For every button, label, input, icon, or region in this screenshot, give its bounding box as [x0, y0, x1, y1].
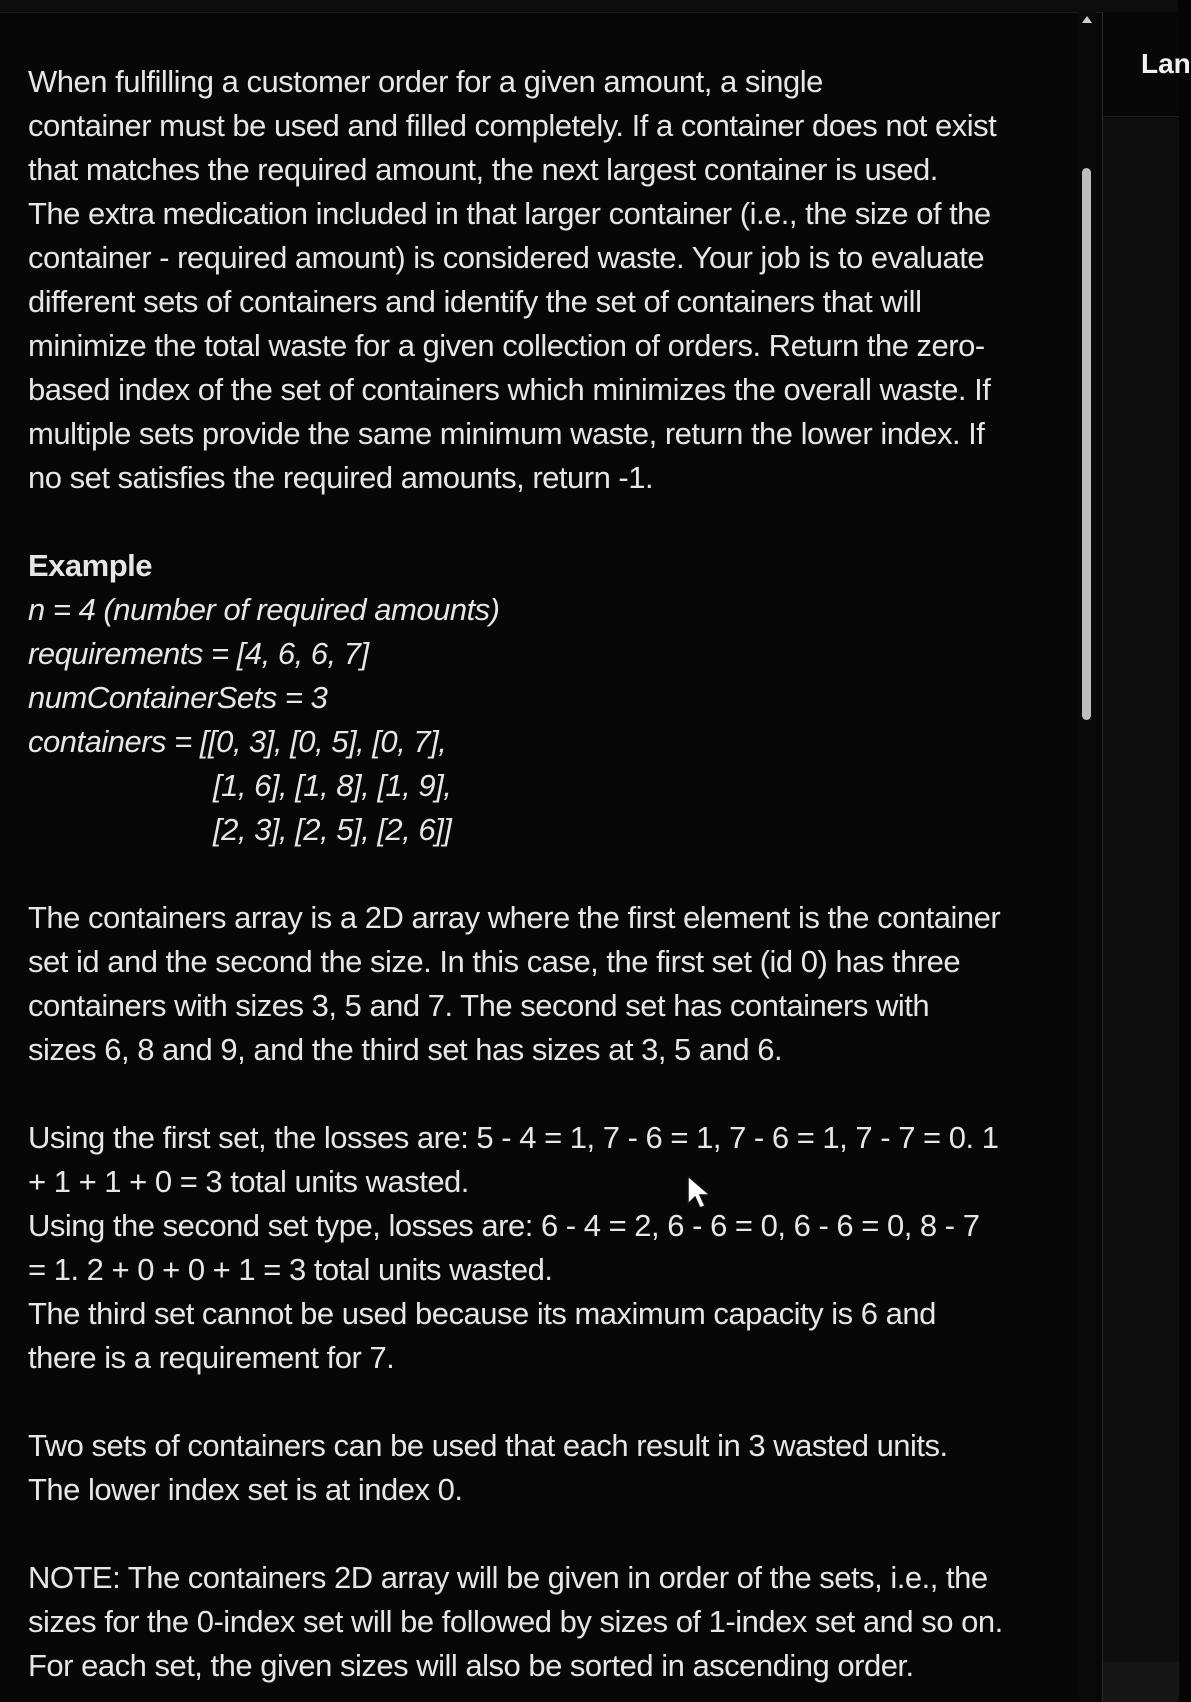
editor-header: [1103, 12, 1191, 117]
intro-line: minimize the total waste for a given collection of orders. Return the zero-: [28, 328, 985, 363]
intro-line: When fulfilling a customer order for a given amount, a single: [28, 64, 823, 99]
note-line: NOTE: The containers 2D array will be given in order of the sets, i.e., the: [28, 1560, 988, 1595]
example-containers: containers = [[0, 3], [0, 5], [0, 7],: [28, 724, 447, 759]
intro-line: multiple sets provide the same minimum waste, return the lower index. If: [28, 416, 985, 451]
example-requirements: requirements = [4, 6, 6, 7]: [28, 636, 369, 671]
language-selector-label[interactable]: Lan: [1141, 48, 1191, 79]
intro-line: The extra medication included in that larger container (i.e., the size of the: [28, 196, 991, 231]
explanation-line: containers with sizes 3, 5 and 7. The second set has containers with: [28, 988, 930, 1023]
losses-line: = 1. 2 + 0 + 0 + 1 = 3 total units wasted.: [28, 1252, 553, 1287]
problem-content: [28, 60, 1048, 1688]
intro-line: different sets of containers and identify the set of containers that will: [28, 284, 922, 319]
intro-line: container - required amount) is considered waste. Your job is to evaluate: [28, 240, 985, 275]
scrollbar-thumb[interactable]: [1082, 168, 1091, 720]
explanation-line: The containers array is a 2D array where the first element is the container: [28, 900, 1001, 935]
spacer: [28, 852, 1048, 896]
intro-line: based index of the set of containers which minimizes the overall waste. If: [28, 372, 991, 407]
spacer: [28, 500, 1048, 544]
example-heading: Example: [28, 548, 153, 583]
explanation-line: sizes 6, 8 and 9, and the third set has sizes at 3, 5 and 6.: [28, 1032, 783, 1067]
chevron-up-icon[interactable]: [1082, 16, 1092, 23]
example-containers-continued: [1, 6], [1, 8], [1, 9],: [213, 768, 452, 803]
conclusion-line: Two sets of containers can be used that each result in 3 wasted units.: [28, 1428, 948, 1463]
example-containers-continued: [2, 3], [2, 5], [2, 6]]: [213, 812, 452, 847]
conclusion-line: The lower index set is at index 0.: [28, 1472, 463, 1507]
mouse-pointer-icon: [686, 1174, 712, 1210]
note-line: For each set, the given sizes will also be sorted in ascending order.: [28, 1648, 914, 1683]
vertical-scrollbar[interactable]: [1078, 12, 1096, 1702]
losses-line: The third set cannot be used because its maximum capacity is 6 and: [28, 1296, 936, 1331]
note-line: sizes for the 0-index set will be followed by sizes of 1-index set and so on.: [28, 1604, 1003, 1639]
intro-line: no set satisfies the required amounts, return -1.: [28, 460, 654, 495]
spacer: [28, 1380, 1048, 1424]
example-n: n = 4 (number of required amounts): [28, 592, 500, 627]
editor-footer: [1103, 1662, 1179, 1702]
losses-line: Using the second set type, losses are: 6 - 4 = 2, 6 - 6 = 0, 6 - 6 = 0, 8 - 7: [28, 1208, 980, 1243]
losses-line: Using the first set, the losses are: 5 - 4 = 1, 7 - 6 = 1, 7 - 6 = 1, 7 - 7 = 0. 1: [28, 1120, 999, 1155]
losses-line: there is a requirement for 7.: [28, 1340, 395, 1375]
editor-body[interactable]: [1103, 118, 1179, 1702]
problem-description-pane[interactable]: [0, 12, 1072, 1702]
editor-pane: [1102, 12, 1191, 1702]
intro-line: that matches the required amount, the next largest container is used.: [28, 152, 938, 187]
spacer: [28, 1512, 1048, 1556]
intro-line: container must be used and filled completely. If a container does not exist: [28, 108, 997, 143]
example-num-container-sets: numContainerSets = 3: [28, 680, 328, 715]
explanation-line: set id and the second the size. In this case, the first set (id 0) has three: [28, 944, 961, 979]
spacer: [28, 1072, 1048, 1116]
losses-line: + 1 + 1 + 0 = 3 total units wasted.: [28, 1164, 469, 1199]
